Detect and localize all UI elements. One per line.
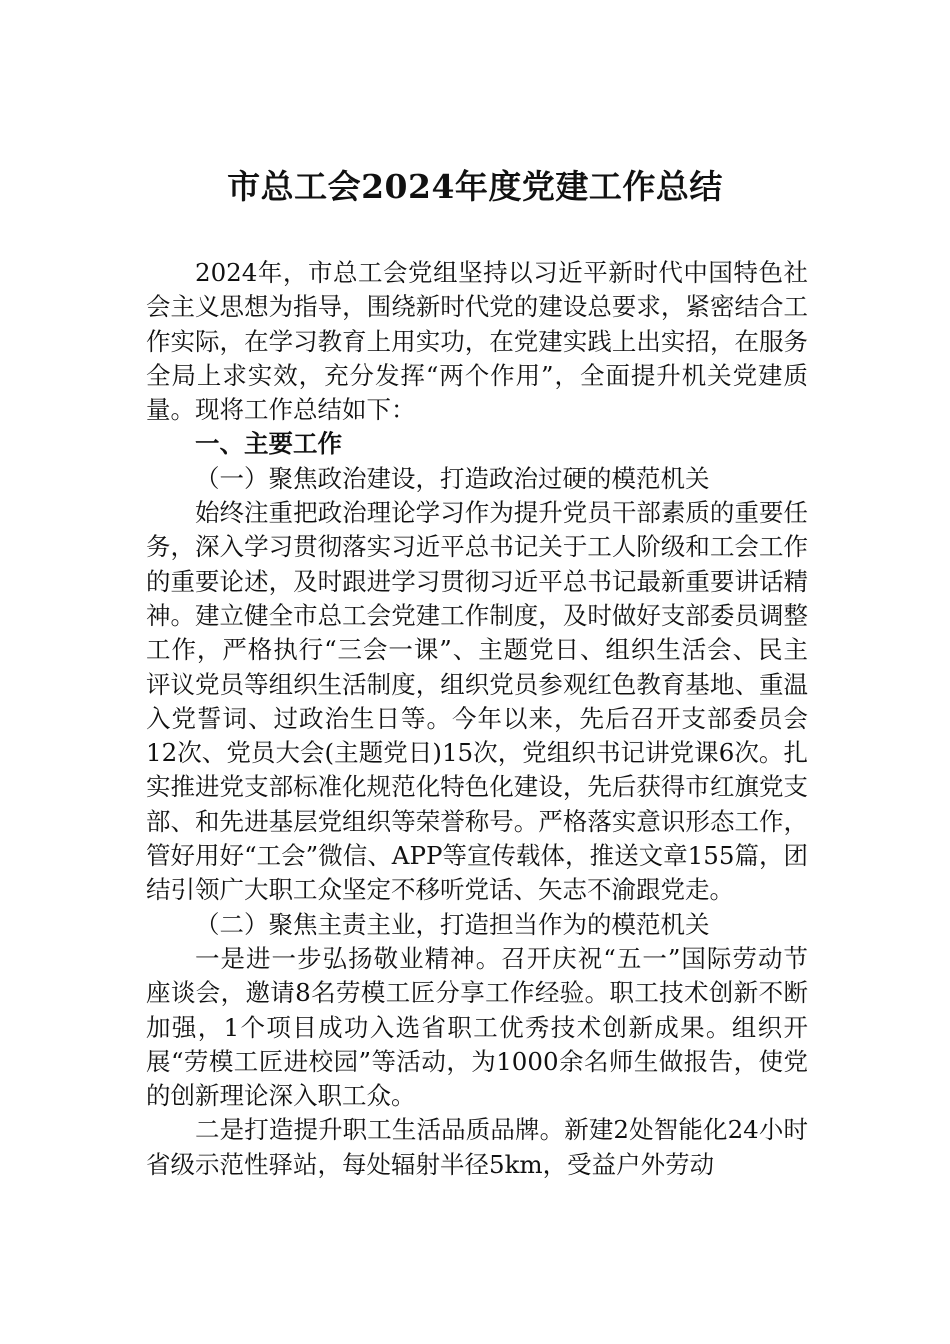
document-body [146, 256, 808, 1182]
body-paragraph: 一是进一步弘扬敬业精神。召开庆祝“五一”国际劳动节座谈会，邀请8名劳模工匠分享工作经验。职工技术创新不断加强，1个项目成功入选省职工优秀技术创新成果。组织开展“劳模工匠进校园”等活动，为1000余名师生做报告，使党的创新理论深入职工众。 [146, 943, 808, 1111]
section-heading: 一、主要工作 [195, 429, 342, 459]
intro-paragraph: 2024年，市总工会党组坚持以习近平新时代中国特色社会主义思想为指导，围绕新时代党的建设总要求，紧密结合工作实际，在学习教育上用实功，在党建实践上出实招，在服务全局上求实效，充分发挥“两个作用”，全面提升机关党建质量。现将工作总结如下： [146, 258, 808, 425]
subsection-heading: （一）聚焦政治建设，打造政治过硬的模范机关 [195, 463, 710, 493]
document-title: 市总工会2024年度党建工作总结 [227, 167, 723, 206]
subsection-heading: （二）聚焦主责主业，打造担当作为的模范机关 [195, 909, 710, 939]
body-paragraph: 始终注重把政治理论学习作为提升党员干部素质的重要任务，深入学习贯彻落实习近平总书记关于工人阶级和工会工作的重要论述，及时跟进学习贯彻习近平总书记最新重要讲话精神。建立健全市总工会党建工作制度，及时做好支部委员调整工作，严格执行“三会一课”、主题党日、组织生活会、民主评议党员等组织生活制度，组织党员参观红色教育基地、重温入党誓词、过政治生日等。今年以来，先后召开支部委员会12次、党员大会(主题党日)15次，党组织书记讲党课6次。扎实推进党支部标准化规范化特色化建设，先后获得市红旗党支部、和先进基层党组织等荣誉称号。严格落实意识形态工作，管好用好“工会”微信、APP等宣传载体，推送文章155篇，团结引领广大职工众坚定不移听党话、矢志不渝跟党走。 [146, 498, 808, 905]
body-paragraph: 二是打造提升职工生活品质品牌。新建2处智能化24小时省级示范性驿站，每处辐射半径5km，受益户外劳动 [146, 1115, 808, 1179]
